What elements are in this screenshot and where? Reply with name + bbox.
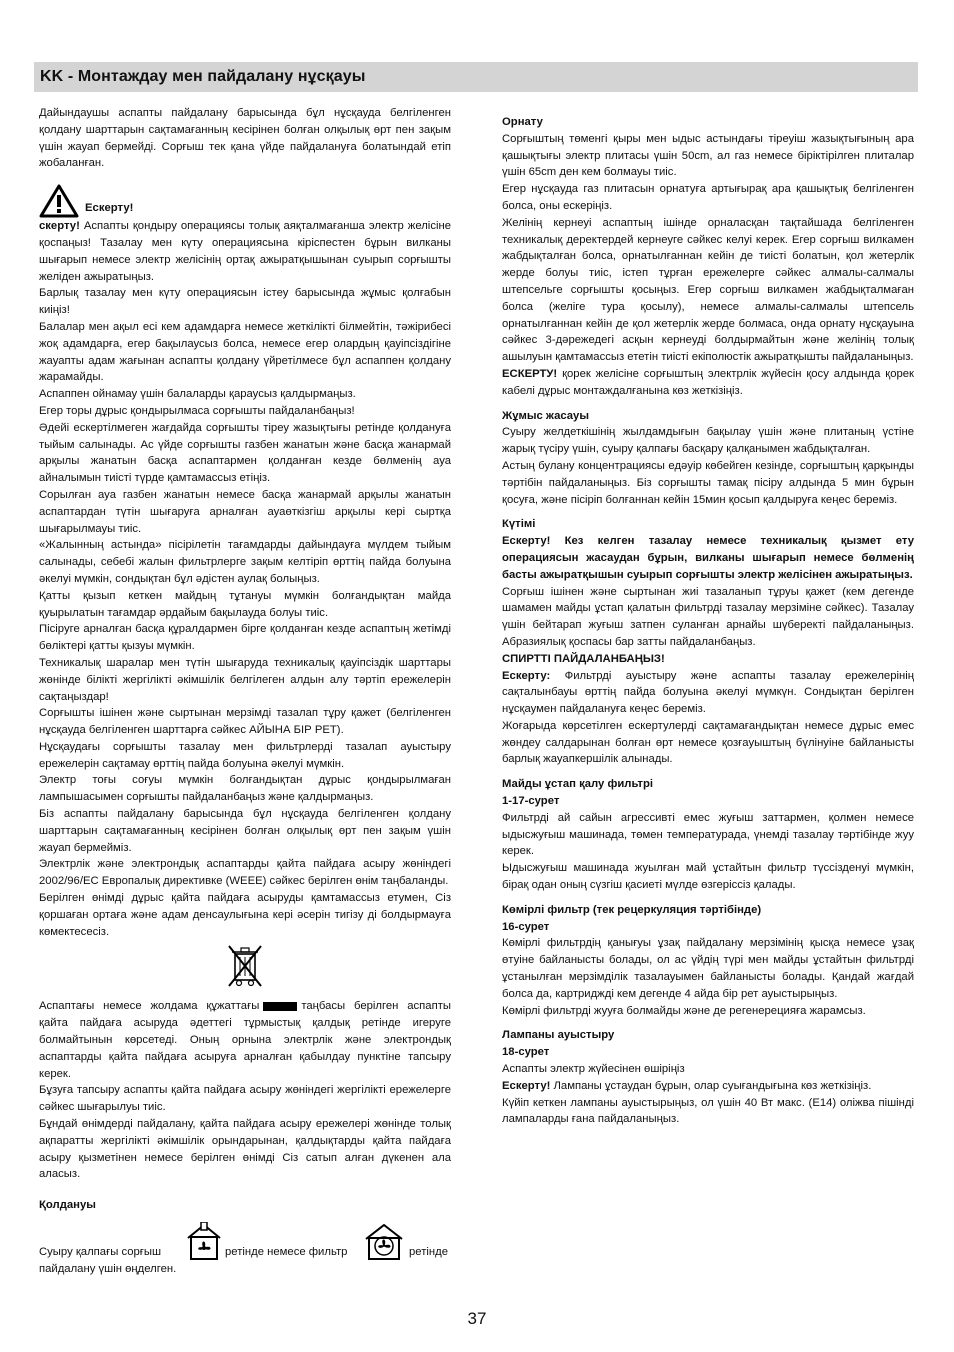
paragraph: Пісіруге арналған басқа құралдармен бірге қолданған кезде аспаптың жетімді бөліктері қатты қызуы мүмкін. [39, 623, 451, 653]
paragraph: Фильтрді ай сайын агрессивті емес жуғыш заттармен, қолмен немесе ыдысжуғыш машинада, төмен температурада, үнемді тазалау тәртібінде жуу керек. [502, 811, 914, 858]
paragraph: Ескерту! Кез келген тазалау немесе техникалық қызмет ету операциясын жасаудан бұрын, вилканы шығарып немесе бөлменің басты ажыратқышын суырып сорғышты электр желісінен ажыратыңыз. [502, 535, 914, 581]
paragraph: Күйіп кеткен лампаны ауыстырыңыз, ол үшін 40 Вт макс. (Е14) оліжва пішінді лампаларды ғана пайдаланыңыз. [502, 1096, 914, 1126]
care-heading: Күтімі [502, 518, 536, 531]
work-heading: Жұмыс жасауы [502, 409, 589, 422]
right-column [502, 114, 914, 1128]
warning-paragraph: скерту! Аспапты қондыру операциясы толық аяқталмағанша электр желісіне қоспаңыз! Тазалау мен күту операциясына кіріспестен бұрын вилканы шығарып немесе электр желісінің ортақ ажыратқышынан суырып сорғышты желіден ажыратыңыз. [39, 220, 452, 283]
page-header [34, 62, 918, 92]
paragraph: Балалар мен ақыл есі кем адамдарға немесе жеткілікті білмейтін, тәжірибесі жоқ адамдарға, егер бақылаусыз болса, немесе егер олардың қауіпсіздігіне жауапты адам жағынан аспапты қолдану үйретілмесе бұл аспаппен қолдану жарамайды. [39, 320, 451, 384]
filter-mode-icon [363, 1222, 405, 1262]
install-heading: Орнату [502, 116, 543, 128]
paragraph: Астың булану концентрациясы едәуір көбейген кезінде, сорғыштың қарқынды тәртібін пайдаланыңыз. Біз сорғышты тамақ пісіру алдында 5 мин бұрын қосуға, және пісіріп болғаннан кейін 15мин қосып қалдыруға кеңес береміз. [502, 459, 914, 506]
black-bar-symbol [263, 1002, 297, 1011]
paragraph: Желінің кернеуі аспаптың ішінде орналасқан тақтайшада белгіленген техникалық деректердей кернеуге сәйкес келуі керек. Егер сорғыш вилкамен жабдықталған болса, орнатылғаннан кейін де тиісті болатын, қол жетерлік жерде болуы тиіс, істеп тұрған ережелерге сәйкес алмалы-салмалы штепсельге сорғышты қосыңыз. Егер сорғыш вилкамен жабдықталмаған болса (желіге тура қосылу), немесе алмалы-салмалы штепсель орнатылғаннан кейін де қол жетерлік жерде болмаса, онда орнату нұсқауына сәйкес 3-дәрежедегі асқын кернеуді болдырмайтын және желінің толық ашылуын қамтамассыз ететін тиісті екіполюстік ажыратқышты пайдаланыңыз. [502, 216, 914, 364]
left-column [39, 105, 451, 1284]
carbon-filter-figure: 16-сурет [502, 920, 550, 933]
crossed-bin-icon [225, 942, 265, 988]
paragraph: Ескерту! Лампаны ұстаудан бұрын, олар суығандығына көз жеткізіңіз. [502, 1079, 872, 1092]
paragraph: Сорылған ауа газбен жанатын немесе басқа жанармай арқылы жанатын аспаптардан түтін шығаруға арналған ауаөткізгіш арқылы кері сыртқа шығарылмауы тиіс. [39, 488, 451, 535]
usage-heading: Қолдануы [39, 1199, 96, 1212]
carbon-filter-heading: Көмірлі фильтр (тек рецеркуляция тәртібінде) [502, 903, 762, 916]
paragraph: Ыдысжуғыш машинада жуылған май ұстайтын фильтр түссізденуі мүмкін, бірақ одан оның сүзгіш қасиеті мүлде өзгеріссіз қалады. [502, 862, 914, 892]
paragraph: Сорғыш ішінен және сыртынан жиі тазаланып тұруы қажет (кем дегенде шамамен майды ұстап қалатын фильтрді тазалау мерзіміне сәйкес). Тазалау үшін бейтарап жуғыш затпен суланған арнайы шүберекті пайдаланыңыз. Абразиялық қоспасы бар затты пайдаланбаңыз. [502, 585, 914, 648]
intro-paragraph: Дайындаушы аспапты пайдалану барысында бұл нұсқауда белгіленген қолдану шарттарын сақтамағанның кесірінен болған олқылық өрт пен зақым үшін жауап бермейді. Сорғыш тек қана үйде пайдалануға болатындай етіп жобаланған. [39, 107, 451, 170]
warning-lead: скерту! [39, 220, 80, 233]
paragraph: Барлық тазалау мен күту операциясын істеу барысында жұмыс қолғабын киіңіз! [39, 287, 451, 317]
lamp-heading: Лампаны ауыстыру [502, 1029, 615, 1042]
warning-block [39, 184, 451, 218]
paragraph: Жоғарыда көрсетілген ескертулерді сақтамағандықтан немесе дұрыс емес жөндеу салдарынан болған өрт немесе қозғауыштың бүлінуіне байланысты барлық жауапкершілік алынады. [502, 719, 914, 766]
paragraph: ЕСКЕРТУ! қорек желісіне сорғыштың электрлік жүйесін қосу алдында қорек кабелі дұрыс монтаждалғанына көз жеткізіңіз. [502, 367, 914, 397]
page-number: 37 [467, 1309, 487, 1328]
paragraph: Көмірлі фильтрдің қанығуы ұзақ пайдалану мерзімінің қысқа немесе ұзақ өтуіне байланысты болады, ол ас үйдің түрі мен майды ұстайтын фильтрді ұстанылған мерзімділік тазалауымен байланысты болады. Қандай жағдай болса да, картриджді кем дегенде 4 айда бір рет ауыстырыңыз. [502, 937, 914, 1000]
paragraph: Аспаптағы немесе жолдама құжаттағы таңбасы берілген аспапты қайта пайдаға асыруда әдеттегі тұрмыстық қалдық ретінде игеруге болмайтынын көрсетеді. Оның орнына электрлік және электрондық аспаптарды қайта пайдаға асыруға арналған қабылдау пунктіне тапсыру керек. [39, 1000, 451, 1080]
paragraph: Біз аспапты пайдалану барысында бұл нұсқауда белгіленген қолдану шарттарын сақтамағанның кесірінен болған олқылық өрт пен зақым үшін жауап бермейміз. [39, 808, 451, 854]
paragraph: Егер нұсқауда газ плитасын орнатуға артығырақ ара қашықтық белгіленген болса, оны ескеріңіз. [502, 183, 914, 212]
extraction-mode-icon [185, 1222, 223, 1262]
paragraph: «Жалынның астында» пісірілетін тағамдарды дайындауға мүлдем тыйым салынады, себебі жалын фильтрлерге зақым келтіріп өрттің пайда болуына әкелуі мүмкін, сондықтан бұл әдістен аулақ болыңыз. [39, 539, 451, 585]
weee-symbol [39, 942, 451, 990]
warning-heading: Ескерту! [85, 202, 134, 215]
warning-triangle-icon [39, 184, 79, 218]
paragraph: Суыру желдеткішінің жылдамдығын бақылау үшін және плитаның үстіне жарық түсіру үшін, суыру қалпағы басқару қалқанымен жабдықталған. [502, 426, 914, 456]
paragraph: Бұндай өнімдерді пайдалану, қайта пайдаға асыру ережелері жөнінде толық ақпаратты жергілікті әкімшілік орындарынан, қалдықтарды қайта пайдаға асыру қызметінен немесе берілген өнімді Сіз сатып алған дүкенен ала аласыз. [39, 1118, 451, 1181]
grease-filter-figure: 1-17-сурет [502, 795, 560, 808]
paragraph: Әдейі ескертілмеген жағдайда сорғышты тіреу жазықтығы ретінде қолдануға тыйым салынады. Ас үйде сорғышты газбен жанатын және басқа жанармай арқылы жанатын басқа аспаптармен қолданған кезде бөлменің ауа айналымын тиісті түрде қамтамассыз етіңіз. [39, 421, 451, 485]
page-title: KK - Монтаждау мен пайдалану нұсқауы [40, 68, 366, 85]
paragraph: Нұсқаудағы сорғышты тазалау мен фильтрлерді тазалап ауыстыру ережелерін сақтамау өрттің пайда болуына әкелуі мүмкін. [39, 740, 451, 770]
paragraph: Егер торы дұрыс қондырылмаса сорғышты пайдаланбаңыз! [39, 404, 355, 417]
paragraph: Электрлік және электрондық аспаптарды қайта пайдаға асыру жөніндегі 2002/96/ЕС Европалық директивке (WEEE) сәйкес берілген өнім таңбаланды. [39, 858, 451, 888]
paragraph: Техникалық шаралар мен түтін шығаруда техникалық қауіпсіздік шарттары жөнінде білікті жергілікті әкімшілік белгілеген алдын алу тәртіп ережелерін сақтаңыздар! [39, 656, 451, 703]
paragraph: Ескерту: Фильтрді ауыстыру және аспапты тазалау ережелерінің сақталынбауы өрттің пайда болуына әкелуі мүмкүн. Сондықтан берілген нұсқаумен пайдалануға кеңес береміз. [502, 669, 914, 716]
grease-filter-heading: Майды ұстап қалу фильтрі [502, 778, 653, 791]
paragraph: Сорғыштың төменгі қыры мен ыдыс астындағы тіреуіш жазықтығының ара қашықтығы электр плитасы үшін 50cm, ал газ немесе біріктірілген плиталар үшін 65cm ден кем болмауы тиіс. [502, 132, 914, 179]
paragraph: СПИРТТІ ПАЙДАЛАНБАҢЫЗ! [502, 652, 665, 665]
paragraph: Бұзуға тапсыру аспапты қайта пайдаға асыру жөніндегі жергілікті ережелерге сәйкес шығарылуы тиіс. [39, 1084, 451, 1114]
paragraph: Көмірлі фильтрді жууға болмайды және де регенерецияға жарамсыз. [502, 1004, 866, 1017]
paragraph: Аспапты электр жүйесінен өшіріңіз [502, 1063, 685, 1076]
paragraph: Электр тоғы соғуы мүмкін болғандықтан дұрыс қондырылмаған лампышасымен сорғышты пайдаланбаңыз және қалдырмаңыз. [39, 774, 451, 804]
paragraph: Сорғышты ішінен және сыртынан мерзімді тазалап тұру қажет (белгіленген нұсқауда белгіленген шарттарға сәйкес АЙЫНА БІР РЕТ). [39, 707, 451, 737]
usage-block: Суыру қалпағы сорғыш ретінде немесе фильтр ретінде пайдалану үшін өңделген. [39, 1222, 451, 1284]
paragraph: Берілген өнімді дұрыс қайта пайдаға асыруды қамтамассыз етумен, Сіз қоршаған ортаға және адам денсаулығына кері әсерін тигізу ді болдырмауға көмектесесіз. [39, 892, 451, 938]
paragraph: Қатты қызып кеткен майдың тұтануы мүмкін болғандықтан майда қуырылатын тағамдар әрдайым бақылауда болуы тиіс. [39, 589, 451, 619]
lamp-figure: 18-сурет [502, 1046, 550, 1059]
paragraph: Аспаппен ойнамау үшін балаларды қараусыз қалдырмаңыз. [39, 388, 356, 401]
